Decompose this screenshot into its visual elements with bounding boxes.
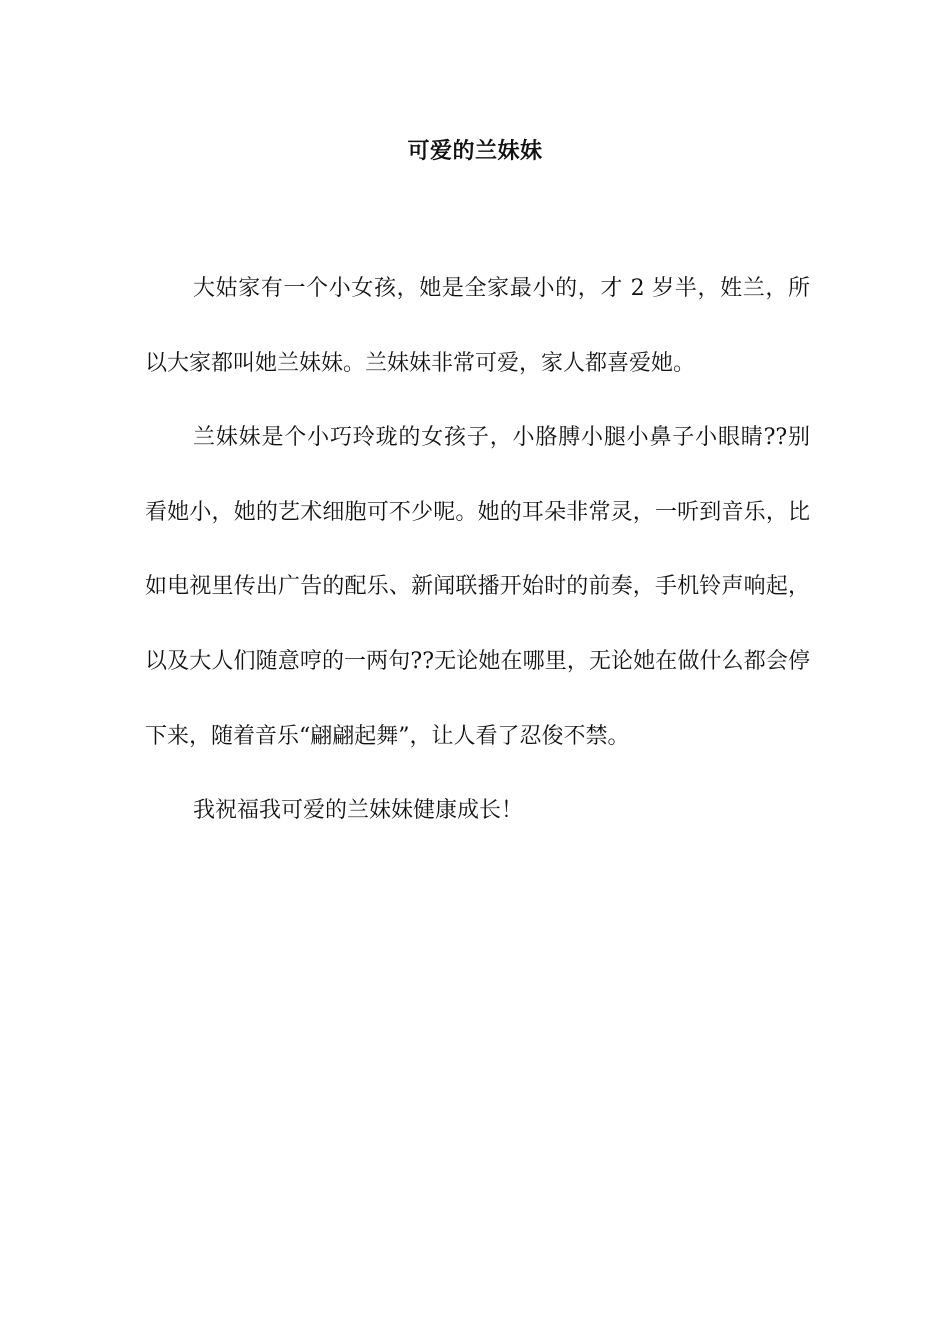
paragraph-1: 大姑家有一个小女孩，她是全家最小的，才 2 岁半，姓兰，所以大家都叫她兰妹妹。兰妹妹非常可爱，家人都喜爱她。 [145,276,810,376]
document-body [145,252,810,849]
paragraph-2: 兰妹妹是个小巧玲珑的女孩子，小胳膊小腿小鼻子小眼睛??别看她小，她的艺术细胞可不少呢。她的耳朵非常灵，一听到音乐，比如电视里传出广告的配乐、新闻联播开始时的前奏，手机铃声响起，以及大人们随意哼的一两句??无论她在哪里，无论她在做什么都会停下来，随着音乐“翩翩起舞”，让人看了忍俊不禁。 [145,425,810,749]
document-title: 可爱的兰妹妹 [407,139,543,164]
paragraph-3: 我祝福我可爱的兰妹妹健康成长！ [193,798,524,824]
